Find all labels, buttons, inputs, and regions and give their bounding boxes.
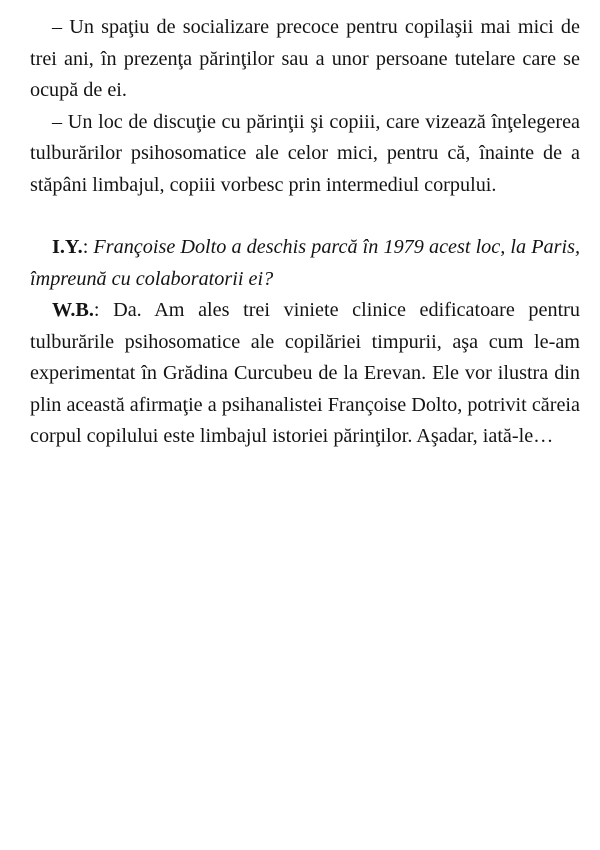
list-paragraph-socialization-space (30, 12, 580, 107)
speaker-label: W.B. (52, 299, 94, 321)
speaker-separator: : (82, 236, 94, 258)
paragraph-text: – Un spaţiu de socializare precoce pentru copilaşii mai mici de trei ani, în prezenţa părinţilor sau a unor persoane tutelare care se ocupă de ei. (30, 16, 580, 101)
dialog-answer-wb (30, 295, 580, 453)
paragraph-spacer (30, 201, 580, 232)
question-text: Françoise Dolto a deschis parcă în 1979 acest loc, la Paris, împreună cu colaboratorii ei? (30, 236, 580, 290)
speaker-separator: : (93, 299, 114, 321)
speaker-label: I.Y. (52, 236, 83, 258)
dialog-question-iy (30, 232, 580, 295)
document-page (30, 12, 580, 453)
paragraph-text: – Un loc de discuţie cu părinţii şi copiii, care vizează înţelegerea tulburărilor psihosomatice ale celor mici, pentru că, înainte de a stăpâni limbajul, copiii vorbesc prin intermediul corpului. (30, 110, 580, 196)
list-paragraph-discussion-place (30, 107, 580, 202)
answer-text: Da. Am ales trei viniete clinice edificatoare pentru tulburările psihosomatice ale copilăriei timpurii, aşa cum le-am experimentat în Grădina Curcubeu de la Erevan. Ele vor ilustra din plin această afirmaţie a psihanalistei Françoise Dolto, potrivit căreia corpul copilului este limbajul istoriei părinţilor. Aşadar, iată-le… (30, 299, 580, 447)
